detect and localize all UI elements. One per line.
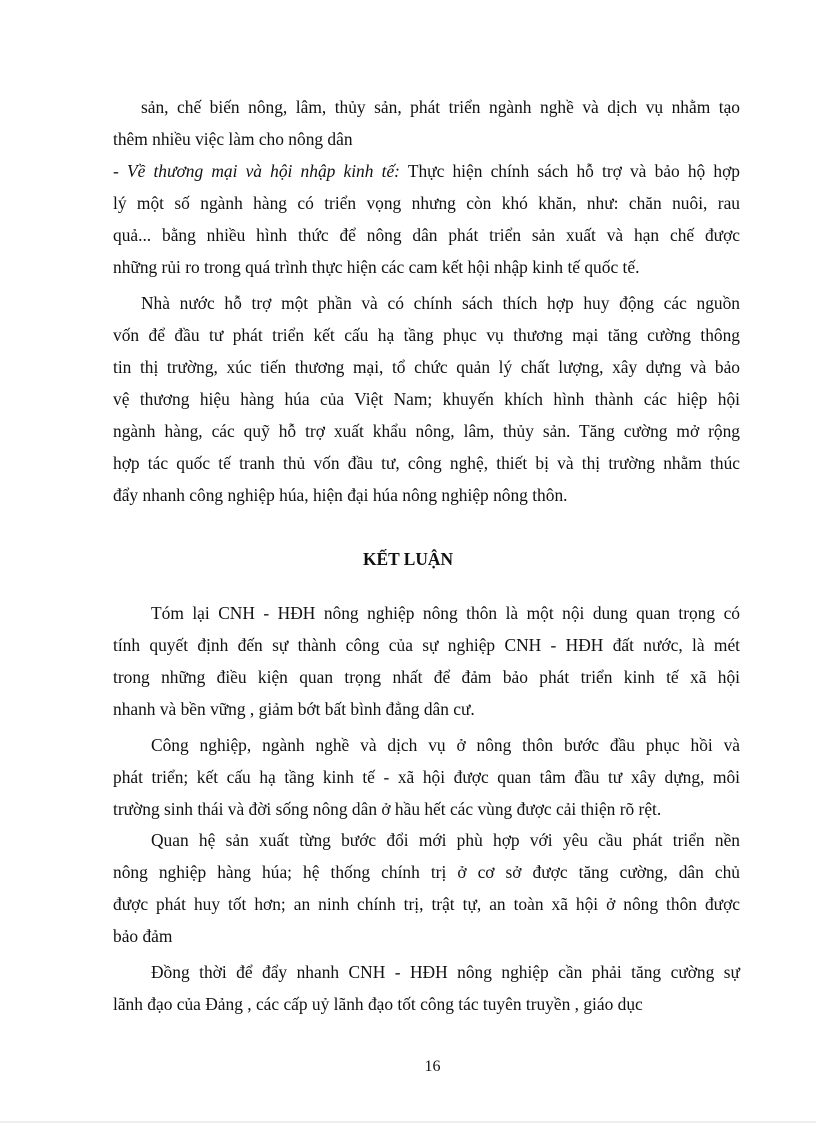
paragraph-3-line-3: tin thị trường, xúc tiến thương mại, tổ chức quản lý chất lượng, xây dựng và bảo	[113, 357, 740, 377]
paragraph-2-line-1	[113, 161, 740, 181]
paragraph-2-line-3: quả... bằng nhiều hình thức để nông dân phát triển sản xuất và hạn chế được	[113, 225, 740, 245]
paragraph-6-line-1: Quan hệ sản xuất từng bước đổi mới phù hợp với yêu cầu phát triển nền	[151, 830, 740, 850]
paragraph-2-line-4: những rủi ro trong quá trình thực hiện các cam kết hội nhập kinh tế quốc tế.	[113, 257, 640, 277]
paragraph-1-line-2: thêm nhiều việc làm cho nông dân	[113, 129, 353, 149]
paragraph-5-line-1: Công nghiệp, ngành nghề và dịch vụ ở nông thôn bước đầu phục hồi và	[151, 735, 740, 755]
paragraph-6-line-2: nông nghiệp hàng húa; hệ thống chính trị ở cơ sở được tăng cường, dân chủ	[113, 862, 740, 882]
paragraph-5-line-2: phát triển; kết cấu hạ tầng kinh tế - xã hội được quan tâm đầu tư xây dựng, môi	[113, 767, 740, 787]
italic-lead: - Về thương mại và hội nhập kinh tế:	[113, 161, 400, 181]
paragraph-6-line-3: được phát huy tốt hơn; an ninh chính trị, trật tự, an toàn xã hội ở nông thôn được	[113, 894, 740, 914]
paragraph-5-line-3: trường sinh thái và đời sống nông dân ở hầu hết các vùng được cải thiện rõ rệt.	[113, 799, 662, 819]
paragraph-3-line-1: Nhà nước hỗ trợ một phần và có chính sách thích hợp huy động các nguồn	[141, 293, 740, 313]
paragraph-2-line-1-rest: Thực hiện chính sách hỗ trợ và bảo hộ hợp	[399, 161, 740, 181]
page-number: 16	[424, 1058, 441, 1075]
paragraph-4-line-3: trong những điều kiện quan trọng nhất để đảm bảo phát triển kinh tế xã hội	[113, 667, 740, 687]
paragraph-3-line-6: hợp tác quốc tế tranh thủ vốn đầu tư, công nghệ, thiết bị và thị trường nhằm thúc	[113, 453, 740, 473]
paragraph-2-line-2: lý một số ngành hàng có triển vọng nhưng còn khó khăn, như: chăn nuôi, rau	[113, 193, 740, 213]
paragraph-7-line-1: Đồng thời để đẩy nhanh CNH - HĐH nông nghiệp cần phải tăng cường sự	[151, 962, 740, 982]
paragraph-4-line-1: Tóm lại CNH - HĐH nông nghiệp nông thôn là một nội dung quan trọng có	[151, 603, 740, 623]
paragraph-4-line-4: nhanh và bền vững , giảm bớt bất bình đẳng dân cư.	[113, 699, 475, 719]
paragraph-3-line-2: vốn để đầu tư phát triển kết cấu hạ tầng phục vụ thương mại tăng cường thông	[113, 325, 740, 345]
paragraph-3-line-7: đẩy nhanh công nghiệp húa, hiện đại húa nông nghiệp nông thôn.	[113, 485, 568, 505]
paragraph-3-line-4: vệ thương hiệu hàng húa của Việt Nam; khuyến khích hình thành các hiệp hội	[113, 389, 740, 409]
paragraph-1-line-1: sản, chế biến nông, lâm, thủy sản, phát triển ngành nghề và dịch vụ nhằm tạo	[141, 97, 740, 117]
paragraph-3-line-5: ngành hàng, các quỹ hỗ trợ xuất khẩu nông, lâm, thủy sản. Tăng cường mở rộng	[113, 421, 740, 441]
paragraph-7-line-2: lãnh đạo của Đảng , các cấp uỷ lãnh đạo tốt công tác tuyên truyền , giáo dục	[113, 994, 643, 1014]
paragraph-6-line-4: bảo đảm	[113, 926, 173, 946]
section-heading: KẾT LUẬN	[362, 549, 454, 569]
paragraph-4-line-2: tính quyết định đến sự thành công của sự nghiệp CNH - HĐH đất nước, là mét	[113, 635, 740, 655]
